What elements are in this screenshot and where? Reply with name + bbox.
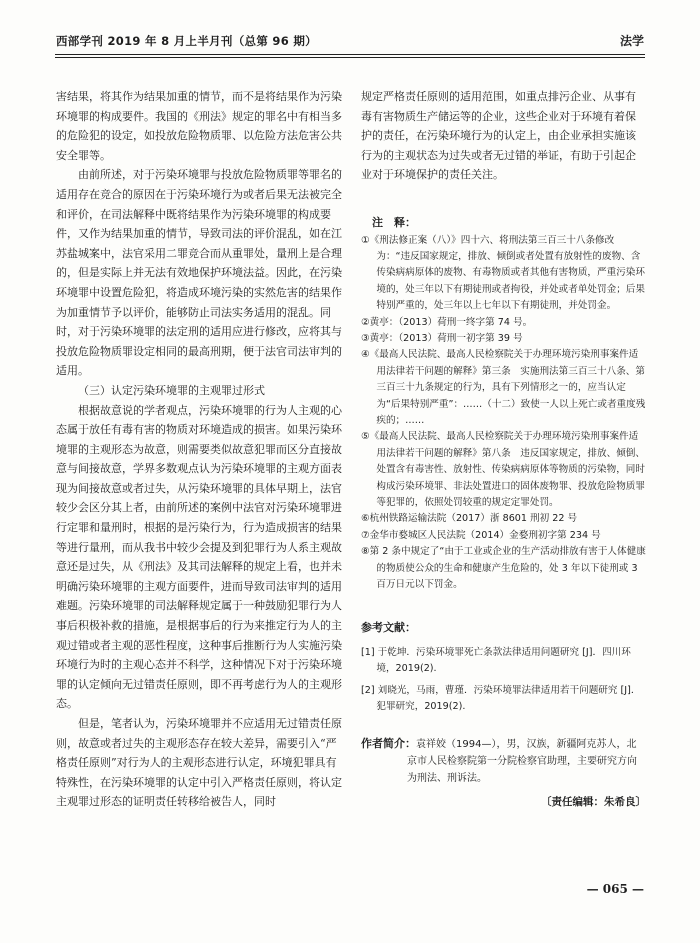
body-paragraph: 根据故意说的学者观点，污染环境罪的行为人主观的心态属于放任有毒有害的物质对环境造成的损害。如果污染环境罪的主观形态为故意，则需要类似故意犯罪而区分直接故意与间接故意，学界多数观点认为污染环境罪的主观方面表现为间接故意或者过失，从污染环境罪的具体早期上，法官较少会区分其上者，由前所述的案例中法官对污染环境罪进行定罪和量刑时，根据的是污染行为，行为造成损害的结果等进行量刑，而从我书中较少会提及到犯罪行为人系主观故意还是过失，从《刑法》及其司法解释的规定上看，也并未明确污染环境罪的主观方面要件，进而导致司法审判的适用难题。污染环境罪的司法解释规定属于一种鼓励犯罪行为人事后积极补救的措施，是根据事后的行为来推定行为人的主观过错或者主观的恶性程度，这种事后推断行为人实施污染环境行为时的主观心态并不科学，这种情况下对于污染环境罪的认定倾向无过错责任原则，即不再考虑行为人的主观形态。: [56, 403, 342, 711]
author-bio: [361, 735, 646, 787]
footnote: ②黄亭：（2013）荷刑一终字第 74 号。: [361, 316, 533, 328]
section-subheading: （三）认定污染环境罪的主观罪过形式: [78, 383, 265, 397]
body-paragraph: 规定严格责任原则的适用范围，如重点排污企业、从事有毒有害物质生产储运等的企业，这些企业对于环境有着保护的责任，在污染环境行为的认定上，由企业承担实施该行为的主观状态为过失或者无过错的举证，有助于引起企业对于环境保护的责任关注。: [361, 90, 636, 182]
header-rule: [55, 54, 645, 55]
footnote: ④《最高人民法院、最高人民检察院关于办理环境污染刑事案件适用法律若干问题的解释》第三条 实施刑法第三百三十八条、第三百三十九条规定的行为，具有下列情形之一的，应当认定为“后果特别严重”：……（十二）致使一人以上死亡或者重度残疾的；……: [361, 349, 646, 427]
footnote: ⑤《最高人民法院、最高人民检察院关于办理环境污染刑事案件适用法律若干问题的解释》第八条 违反国家规定，排放、倾倒、处置含有毒害性、放射性、传染病病原体等物质的污染物，同时构成污染环境罪、非法处置进口的固体废物罪、投放危险物质罪等犯罪的，依照处罚较重的规定定罪处罚。: [361, 431, 645, 509]
footnote: ⑧第 2 条中规定了“由于工业或企业的生产活动排放有害于人体健康的物质使公众的生命和健康产生危险的，处 3 年以下徒刑或 3 百万日元以下罚金。: [361, 546, 646, 591]
journal-header: 西部学刊 2019 年 8 月上半月刊（总第 96 期）: [56, 34, 317, 48]
header-rule-thin: [55, 57, 645, 58]
body-paragraph: 但是，笔者认为，污染环境罪并不应适用无过错责任原则，故意或者过失的主观形态存在较大差异，需要引入“严格责任原则”对行为人的主观形态进行认定，环境犯罪具有特殊性，在污染环境罪的认定中引入严格责任原则，将认定主观罪过形态的证明责任转移给被告人，同时: [56, 717, 342, 809]
references-heading: 参考文献：: [361, 620, 416, 634]
reference-item: [2] 刘晓光，马雨，曹瑾．污染环境罪法律适用若干问题研究 [J]．犯罪研究，2019(2).: [361, 685, 641, 713]
footnote: ⑥杭州铁路运输法院（2017）浙 8601 刑初 22 号: [361, 513, 578, 525]
left-column: [56, 87, 344, 812]
notes-heading: 注 释：: [372, 215, 416, 229]
page-number: — 065 —: [586, 882, 644, 896]
editor-credit: 〔责任编辑：朱希良〕: [541, 796, 646, 809]
author-text: 袁祥姣（1994—），男，汉族，新疆阿克苏人，北京市人民检察院第一分院检察官助理，主要研究方向为刑法、刑诉法。: [407, 739, 637, 785]
author-label: 作者简介：: [361, 737, 416, 751]
section-label: 法学: [619, 34, 644, 48]
footnote: ⑦金华市婺城区人民法院（2014）金婺刑初字第 234 号: [361, 529, 601, 541]
right-column: [361, 87, 646, 813]
footnote: ③黄亭：（2013）荷刑一初字第 39 号: [361, 333, 523, 344]
body-paragraph: 由前所述，对于污染环境罪与投放危险物质罪等罪名的适用存在竞合的原因在于污染环境行为或者后果无法被完全和评价，在司法解释中既将结果作为污染环境罪的构成要件，又作为结果加重的情节，导致司法的评价混乱，如在江苏盐城案中，法官采用二罪竞合而从重罪处，量刑上是合理的，但是实际上并无法有效地保护环境法益。因此，在污染环境罪中设置危险犯，将造成环境污染的实然危害的结果作为加重情节予以评价，能够防止司法实务适用的混乱。同时，对于污染环境罪的法定刑的适用应进行修改，应将其与投放危险物质罪设定相同的最高刑期，便于法官司法审判的适用。: [56, 168, 342, 378]
footnote: ①《刑法修正案（八）》四十六、将刑法第三百三十八条修改为：“违反国家规定，排放、倾倒或者处置有放射性的废物、含传染病病原体的废物、有毒物质或者其他有害物质，严重污染环境的，处三年以下有期徒刑或者拘役，并处或者单处罚金；后果特别严重的，处三年以上七年以下有期徒刑，并处罚金。: [361, 234, 645, 312]
reference-item: [1] 于乾坤．污染环境罪死亡条款法律适用问题研究 [J]．四川环境，2019(2).: [361, 647, 631, 675]
body-paragraph: 害结果，将其作为结果加重的情节，而不是将结果作为污染环境罪的构成要件。我国的《刑法》规定的罪名中有相当多的危险犯的设定，如投放危险物质罪、以危险方法危害公共安全罪等。: [56, 90, 342, 162]
